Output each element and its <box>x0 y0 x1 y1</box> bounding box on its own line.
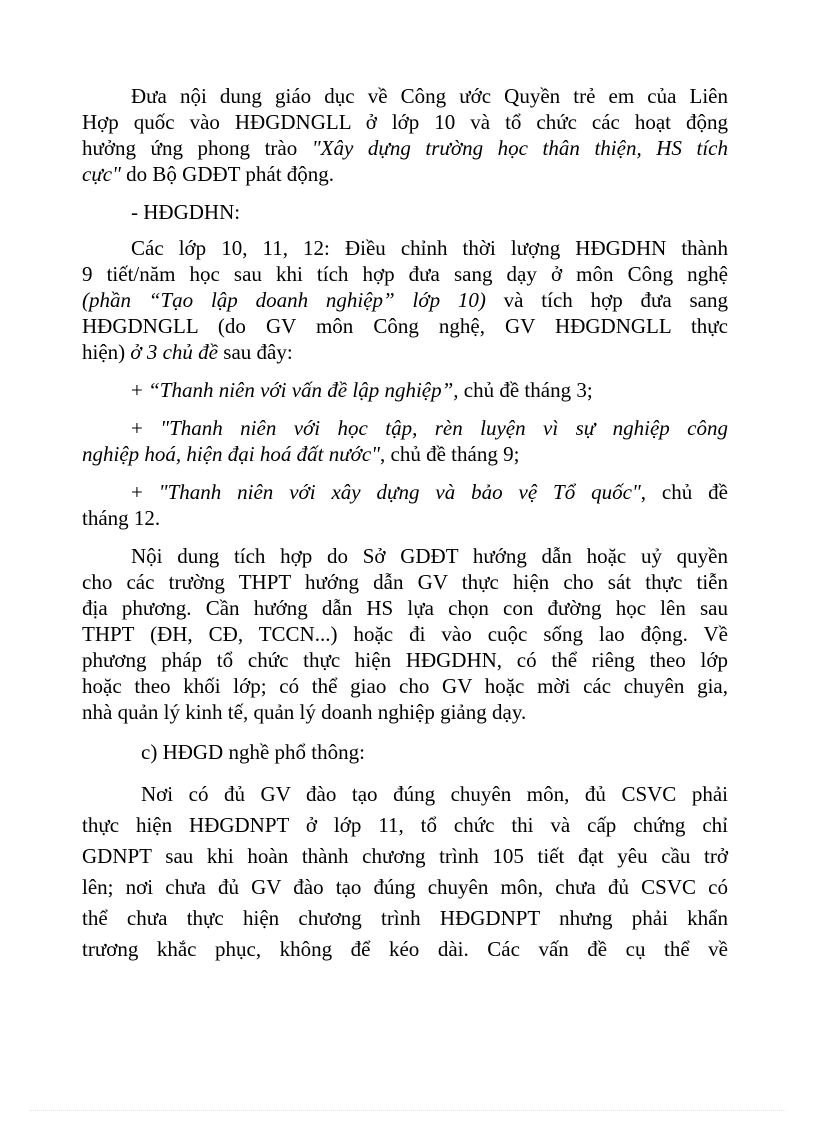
paragraph-1-line-1: Đưa nội dung giáo dục về Công ước Quyền trẻ em của Liên <box>131 84 728 108</box>
paragraph-7-line-1: Nội dung tích hợp do Sở GDĐT hướng dẫn hoặc uỷ quyền <box>131 544 728 568</box>
paragraph-7-line-6: hoặc theo khối lớp; có thể giao cho GV hoặc mời các chuyên gia, <box>82 674 728 698</box>
campaign-title: "Xây dựng trường học thân thiện, HS tích <box>311 136 728 160</box>
paragraph-7-line-3: địa phương. Cần hướng dẫn HS lựa chọn con đường học lên sau <box>82 596 728 620</box>
paragraph-7-line-7: nhà quản lý kinh tế, quản lý doanh nghiệp giảng dạy. <box>82 700 527 724</box>
section-heading-hdgdhn: - HĐGDHN: <box>131 200 241 224</box>
paragraph-3-line-1: Các lớp 10, 11, 12: Điều chỉnh thời lượng HĐGDHN thành <box>131 236 728 260</box>
paragraph-9-line-1: Nơi có đủ GV đào tạo đúng chuyên môn, đủ CSVC phải <box>141 782 728 806</box>
page-bottom-divider <box>30 1110 786 1111</box>
paragraph-3-line-3: (phần “Tạo lập doanh nghiệp” lớp 10) và tích hợp đưa sang <box>82 288 728 312</box>
paragraph-9-line-4: lên; nơi chưa đủ GV đào tạo đúng chuyên môn, chưa đủ CSVC có <box>82 875 728 899</box>
topic-item-1: + “Thanh niên với vấn đề lập nghiệp”, chủ đề tháng 3; <box>131 378 593 402</box>
paragraph-7-line-5: phương pháp tổ chức thực hiện HĐGDHN, có thể riêng theo lớp <box>82 648 728 672</box>
paragraph-3-line-5: hiện) ở 3 chủ đề sau đây: <box>82 340 293 364</box>
paragraph-3-line-2: 9 tiết/năm học sau khi tích hợp đưa sang dạy ở môn Công nghệ <box>82 262 728 286</box>
paragraph-3-line-4: HĐGDNGLL (do GV môn Công nghệ, GV HĐGDNGLL thực <box>82 314 728 338</box>
paragraph-1-line-2: Hợp quốc vào HĐGDNGLL ở lớp 10 và tổ chức các hoạt động <box>82 110 728 134</box>
topic-item-2-line-2: nghiệp hoá, hiện đại hoá đất nước", chủ đề tháng 9; <box>82 442 520 466</box>
paragraph-9-line-3: GDNPT sau khi hoàn thành chương trình 105 tiết đạt yêu cầu trở <box>82 844 728 868</box>
topic-item-3-line-1: + "Thanh niên với xây dựng và bảo vệ Tổ quốc", chủ đề <box>131 480 728 504</box>
paragraph-9-line-2: thực hiện HĐGDNPT ở lớp 11, tổ chức thi và cấp chứng chỉ <box>82 813 728 837</box>
paragraph-1-line-4: cực" do Bộ GDĐT phát động. <box>82 162 335 186</box>
paragraph-1-line-3: hưởng ứng phong trào "Xây dựng trường học thân thiện, HS tích <box>82 136 728 160</box>
section-heading-vocational: c) HĐGD nghề phổ thông: <box>141 740 365 764</box>
topic-item-3-line-2: tháng 12. <box>82 506 161 530</box>
paragraph-9-line-6: trương khắc phục, không để kéo dài. Các vấn đề cụ thể về <box>82 937 728 961</box>
paragraph-9-line-5: thể chưa thực hiện chương trình HĐGDNPT nhưng phải khẩn <box>82 906 728 930</box>
paragraph-7-line-2: cho các trường THPT hướng dẫn GV thực hiện cho sát thực tiễn <box>82 570 728 594</box>
paragraph-7-line-4: THPT (ĐH, CĐ, TCCN...) hoặc đi vào cuộc sống lao động. Về <box>82 622 728 646</box>
topic-item-2-line-1: + "Thanh niên với học tập, rèn luyện vì sự nghiệp công <box>131 416 729 440</box>
